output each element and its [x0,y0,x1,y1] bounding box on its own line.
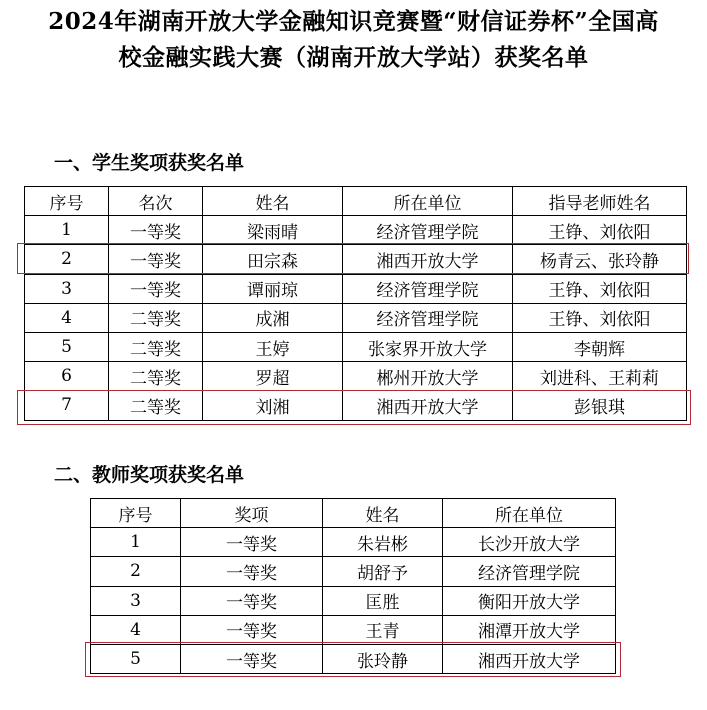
teacher-table-row [91,644,616,673]
student-table-cell: 1 [25,216,109,245]
title-line-1: 2024年湖南开放大学金融知识竞赛暨“财信证券杯”全国高 [48,8,659,35]
student-table-cell: 梁雨晴 [203,216,343,245]
student-table-cell: 4 [25,303,109,332]
student-table-cell: 王铮、刘依阳 [513,303,687,332]
teacher-table-cell: 一等奖 [181,586,323,615]
student-header-cell: 姓名 [203,187,343,216]
teacher-table-cell: 2 [91,557,181,586]
teacher-table-cell: 张玲静 [323,644,443,673]
student-section-heading: 一、学生奖项获奖名单 [54,152,245,174]
student-table-cell: 7 [25,391,109,420]
student-table-row [25,274,687,303]
student-table-cell: 刘湘 [203,391,343,420]
student-table-cell: 李朝辉 [513,332,687,361]
student-header-cell: 指导老师姓名 [513,187,687,216]
teacher-table-cell: 长沙开放大学 [443,528,616,557]
teacher-header-cell: 序号 [91,499,181,528]
student-table-row [25,332,687,361]
teacher-table-cell: 一等奖 [181,528,323,557]
teacher-table-cell: 一等奖 [181,557,323,586]
student-table-cell: 王婷 [203,332,343,361]
teacher-table-cell: 1 [91,528,181,557]
teacher-table-cell: 一等奖 [181,644,323,673]
student-table-cell: 二等奖 [109,391,203,420]
teacher-table-cell: 3 [91,586,181,615]
teacher-section-heading: 二、教师奖项获奖名单 [54,464,245,486]
teacher-header-row [91,499,616,528]
student-table-cell: 二等奖 [109,362,203,391]
student-table-cell: 湘西开放大学 [343,391,513,420]
student-table-cell: 田宗森 [203,245,343,274]
title-line-2: 校金融实践大赛（湖南开放大学站）获奖名单 [118,44,589,71]
teacher-table-cell: 胡舒予 [323,557,443,586]
teacher-header-cell: 姓名 [323,499,443,528]
student-table-cell: 王铮、刘依阳 [513,216,687,245]
student-table-cell: 2 [25,245,109,274]
teacher-table-cell: 衡阳开放大学 [443,586,616,615]
teacher-table-row [91,586,616,615]
student-table-cell: 一等奖 [109,245,203,274]
teacher-table-row [91,557,616,586]
student-table-row [25,216,687,245]
teacher-table-cell: 湘西开放大学 [443,644,616,673]
teacher-header-cell: 奖项 [181,499,323,528]
student-table-cell: 经济管理学院 [343,303,513,332]
teacher-table-cell: 匡胜 [323,586,443,615]
student-table-cell: 3 [25,274,109,303]
student-table-cell: 杨青云、张玲静 [513,245,687,274]
student-table-cell: 王铮、刘依阳 [513,274,687,303]
teacher-table-row [91,528,616,557]
student-table-cell: 6 [25,362,109,391]
student-table-row [25,245,687,274]
teacher-awards-table [90,498,616,674]
teacher-table-row [91,615,616,644]
student-table-row [25,391,687,420]
student-table-row [25,362,687,391]
student-table-cell: 湘西开放大学 [343,245,513,274]
student-table-cell: 彭银琪 [513,391,687,420]
student-table-cell: 谭丽琼 [203,274,343,303]
teacher-table-cell: 4 [91,615,181,644]
student-table-cell: 罗超 [203,362,343,391]
student-table-row [25,303,687,332]
student-table-cell: 郴州开放大学 [343,362,513,391]
student-header-row [25,187,687,216]
teacher-table-cell: 湘潭开放大学 [443,615,616,644]
student-table-cell: 张家界开放大学 [343,332,513,361]
teacher-table-cell: 一等奖 [181,615,323,644]
teacher-table-cell: 王青 [323,615,443,644]
teacher-header-cell: 所在单位 [443,499,616,528]
student-header-cell: 序号 [25,187,109,216]
student-awards-table [24,186,687,421]
student-table-cell: 5 [25,332,109,361]
document-title [0,4,707,76]
student-table-cell: 二等奖 [109,332,203,361]
student-header-cell: 名次 [109,187,203,216]
student-table-cell: 成湘 [203,303,343,332]
student-table-cell: 一等奖 [109,216,203,245]
student-table-cell: 二等奖 [109,303,203,332]
teacher-table-cell: 朱岩彬 [323,528,443,557]
student-table-cell: 经济管理学院 [343,216,513,245]
teacher-table-cell: 经济管理学院 [443,557,616,586]
teacher-table-cell: 5 [91,644,181,673]
student-table-cell: 经济管理学院 [343,274,513,303]
student-table-cell: 一等奖 [109,274,203,303]
student-table-cell: 刘进科、王莉莉 [513,362,687,391]
student-header-cell: 所在单位 [343,187,513,216]
